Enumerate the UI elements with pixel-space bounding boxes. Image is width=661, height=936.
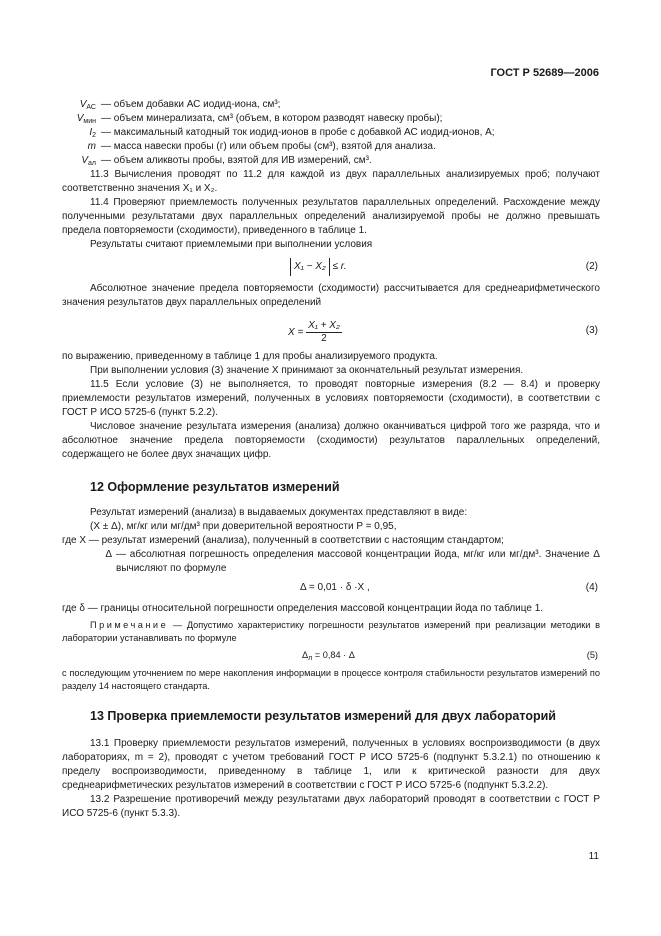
definition-text: — масса навески пробы (г) или объем пробы (см³), взятой для анализа. (101, 141, 436, 152)
definition-text: — объем добавки АС иодид-иона, см³; (101, 99, 281, 110)
definition-symbol: I (89, 127, 93, 138)
formula-number: (2) (585, 261, 598, 272)
definition-symbol: V (81, 155, 89, 166)
definition-item (62, 112, 600, 126)
formula-number: (3) (585, 325, 598, 336)
paragraph-13-1: 13.1 Проверку приемлемости результатов измерений, полученных в условиях воспроизводимости (в двух лабораториях, m = 2), проводят с учетом требований ГОСТ Р ИСО 5725-6 (подпункт 5.3.2.1) по отношению к пределу воспроизводимости, приведенному в таблице 1, или к критической разности для двух среднеарифметических результатов измерений в соответствии с ГОСТ Р ИСО 5725-6 (подпункт 5.3.2.2). (62, 738, 600, 791)
paragraph-11-5: 11.5 Если условие (3) не выполняется, то проводят повторные измерения (8.2 — 8.4) и проверку приемлемости результатов измерений, полученных в условиях повторяемости (сходимости), в соответствии с ГОСТ Р ИСО 5725-6 (пункт 5.2.2). (62, 379, 600, 418)
section-12-heading: 12 Оформление результатов измерений (90, 480, 340, 494)
formula-3 (62, 310, 600, 350)
paragraph-13-2: 13.2 Разрешение противоречий между результатами двух лабораторий проводят в соответствии с ГОСТ Р ИСО 5725-6 (пункт 5.3.3). (62, 794, 600, 819)
paragraph-11-4: 11.4 Проверяют приемлемость полученных результатов параллельных определений. Расхождение между полученными результатами двух параллельных определений анализируемой пробы не должно превышать предела повторяемости (сходимости), приведенного в таблице 1. (62, 197, 600, 236)
definition-subscript: 2 (92, 132, 96, 139)
inequality: ≤ r. (332, 261, 347, 272)
definition-item (62, 98, 600, 112)
where-delta-paragraph: где δ — границы относительной погрешности определения массовой концентрации йода по таблице 1. (62, 603, 544, 614)
definition-item (62, 126, 600, 140)
note-text: — Допустимо характеристику погрешности результатов измерений при реализации методики в лаборатории устанавливать по формуле (62, 620, 600, 643)
fraction (306, 320, 342, 345)
formula-number: (4) (585, 582, 598, 593)
page-number: 11 (588, 851, 599, 862)
formula-5: $\Delta_л = 0,84 \cdot \Delta$ (5) (302, 650, 598, 662)
definition-subscript: АС (86, 104, 96, 111)
absolute-value-expression: X₁ − X₂ (290, 258, 330, 276)
delta-text: — абсолютная погрешность определения массовой концентрации йода, мг/кг или мг/дм³. Значение Δ вычисляют по формуле (116, 549, 600, 574)
symbol-definitions (62, 98, 600, 168)
definition-symbol: m (87, 141, 96, 152)
where-x-paragraph: где X — результат измерений (анализа), полученный в соответствии с настоящим стандартом; (62, 535, 504, 546)
note-label: Примечание (90, 620, 169, 630)
fraction-numerator: X₁ + X₂ (308, 320, 340, 331)
fraction-denominator: 2 (321, 333, 327, 344)
document-header: ГОСТ Р 52689—2006 (490, 67, 599, 79)
result-form-expression: (X ± Δ), мг/кг или мг/дм³ при доверительной вероятности P = 0,95, (90, 521, 397, 532)
definition-item (62, 154, 600, 168)
numeric-value-paragraph: Числовое значение результата измерения (анализа) должно оканчиваться цифрой того же разряда, что и абсолютное значение предела повторяемости (сходимости) результатов параллельных определений, содержащего не более двух значащих цифр. (62, 421, 600, 460)
formula-2 (62, 252, 600, 282)
note-continuation: с последующим уточнением по мере накопления информации в процессе контроля стабильности результатов измерений по разделу 14 настоящего стандарта. (62, 668, 600, 691)
absolute-limit-paragraph: Абсолютное значение предела повторяемости (сходимости) рассчитывается для среднеарифметического значения результатов двух параллельных определений (62, 283, 600, 308)
paragraph-11-3: 11.3 Вычисления проводят по 11.2 для каждой из двух параллельных анализируемых проб; получают соответственно значения X₁ и X₂. (62, 169, 600, 194)
delta-symbol: Δ (105, 549, 112, 560)
definition-subscript: мин (83, 118, 96, 125)
expression-paragraph: по выражению, приведенному в таблице 1 для пробы анализируемого продукта. (62, 351, 438, 362)
condition-intro: Результаты считают приемлемыми при выполнении условия (90, 239, 373, 250)
definition-symbol: V (76, 113, 84, 124)
formula-4 (62, 576, 600, 602)
definition-item (62, 140, 600, 154)
definition-symbol: V (79, 99, 87, 110)
formula-lhs: X = (288, 327, 304, 339)
page-content (62, 98, 600, 821)
final-result-paragraph: При выполнении условия (3) значение X принимают за окончательный результат измерения. (90, 365, 524, 376)
result-form-paragraph: Результат измерений (анализа) в выдаваемых документах представляют в виде: (90, 507, 468, 518)
formula-expression: Δ = 0,01 · δ ·X , (300, 582, 370, 593)
definition-subscript: ал (88, 160, 96, 167)
note-paragraph (62, 619, 600, 645)
formula-number: (5) (586, 650, 598, 660)
definition-text: — максимальный катодный ток иодид-ионов в пробе с добавкой АС иодид-ионов, А; (101, 127, 495, 138)
delta-definition (62, 548, 600, 576)
definition-text: — объем аликвоты пробы, взятой для ИВ измерений, см³. (101, 155, 372, 166)
definition-text: — объем минерализата, см³ (объем, в котором разводят навеску пробы); (101, 113, 443, 124)
section-13-heading: 13 Проверка приемлемости результатов измерений для двух лабораторий (90, 709, 556, 723)
